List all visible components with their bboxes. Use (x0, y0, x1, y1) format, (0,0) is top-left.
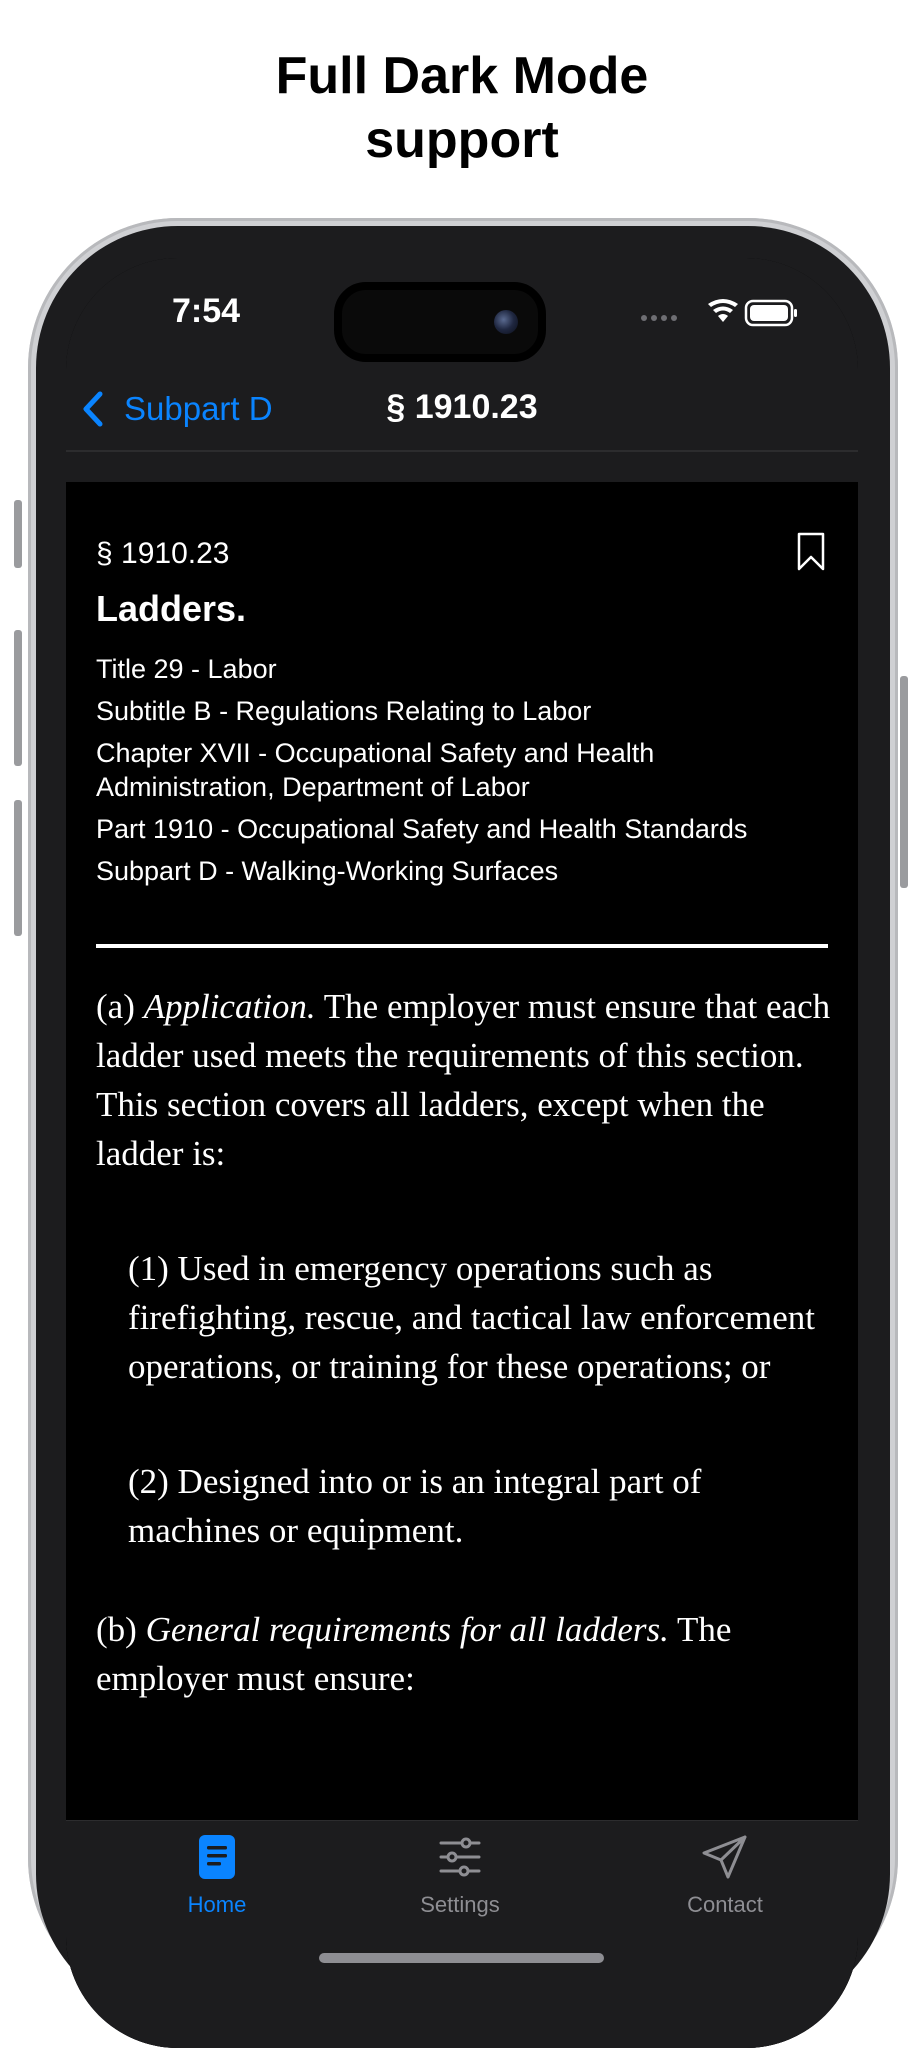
paragraph-b (96, 1605, 831, 1703)
tab-contact[interactable] (625, 1833, 825, 1918)
status-bar (66, 258, 858, 368)
dynamic-island (334, 282, 546, 362)
tab-settings-label: Settings (420, 1892, 500, 1917)
tab-contact-label: Contact (687, 1892, 763, 1917)
paragraph-a-text: The employer must ensure that each ladder used meets the requirements of this section. This section covers all ladders, except when the ladder is: (96, 987, 831, 1173)
paper-plane-icon (701, 1833, 749, 1881)
paragraph-b-marker: (b) (96, 1610, 146, 1649)
paragraph-b-heading: General requirements for all ladders. (145, 1610, 669, 1649)
headline-line-2: support (365, 111, 559, 169)
headline-line-1: Full Dark Mode (275, 47, 649, 105)
volume-down-button (14, 800, 22, 936)
tab-home-label: Home (187, 1892, 247, 1917)
mute-switch (14, 500, 22, 568)
document-icon (197, 1833, 237, 1881)
camera-icon (494, 310, 518, 334)
hierarchy-subtitle: Subtitle B - Regulations Relating to Labor (96, 696, 592, 726)
headline (0, 44, 924, 172)
hierarchy-title: Title 29 - Labor (96, 654, 277, 684)
cellular-signal-icon (641, 315, 677, 321)
section-content (66, 482, 858, 2048)
home-indicator[interactable] (319, 1953, 604, 1963)
paragraph-a-marker: (a) (96, 987, 144, 1026)
section-hierarchy (96, 652, 826, 896)
paragraph-a (96, 982, 831, 1178)
back-button-label: Subpart D (124, 390, 273, 427)
navigation-bar (66, 368, 858, 452)
phone-screen (66, 258, 858, 2048)
header-divider-band (66, 452, 858, 482)
section-title: Ladders. (96, 588, 247, 629)
power-button (900, 676, 908, 888)
paragraph-a1: (1) Used in emergency operations such as firefighting, rescue, and tactical law enforcement operations, or training for these operations; or (128, 1249, 816, 1386)
sliders-icon (438, 1833, 482, 1881)
wifi-icon (708, 299, 738, 322)
hierarchy-subpart: Subpart D - Walking-Working Surfaces (96, 856, 559, 886)
battery-icon (746, 301, 797, 325)
hierarchy-part: Part 1910 - Occupational Safety and Health Standards (96, 814, 748, 844)
status-time: 7:54 (172, 292, 241, 330)
hierarchy-chapter: Chapter XVII - Occupational Safety and Health Administration, Department of Labor (96, 738, 655, 802)
tab-bar (66, 1820, 858, 2048)
tab-home[interactable] (117, 1833, 317, 1918)
divider-rule (96, 944, 828, 948)
paragraph-a-heading: Application. (143, 987, 316, 1026)
bookmark-icon[interactable] (796, 532, 826, 572)
tab-settings[interactable] (360, 1833, 560, 1918)
paragraph-b-text: The employer must ensure: (96, 1610, 732, 1698)
section-number: § 1910.23 (96, 537, 230, 570)
volume-up-button (14, 630, 22, 766)
nav-title: § 1910.23 (386, 388, 538, 426)
paragraph-a2: (2) Designed into or is an integral part of machines or equipment. (128, 1462, 702, 1550)
regulation-text (96, 982, 831, 1703)
status-icons (638, 298, 798, 328)
